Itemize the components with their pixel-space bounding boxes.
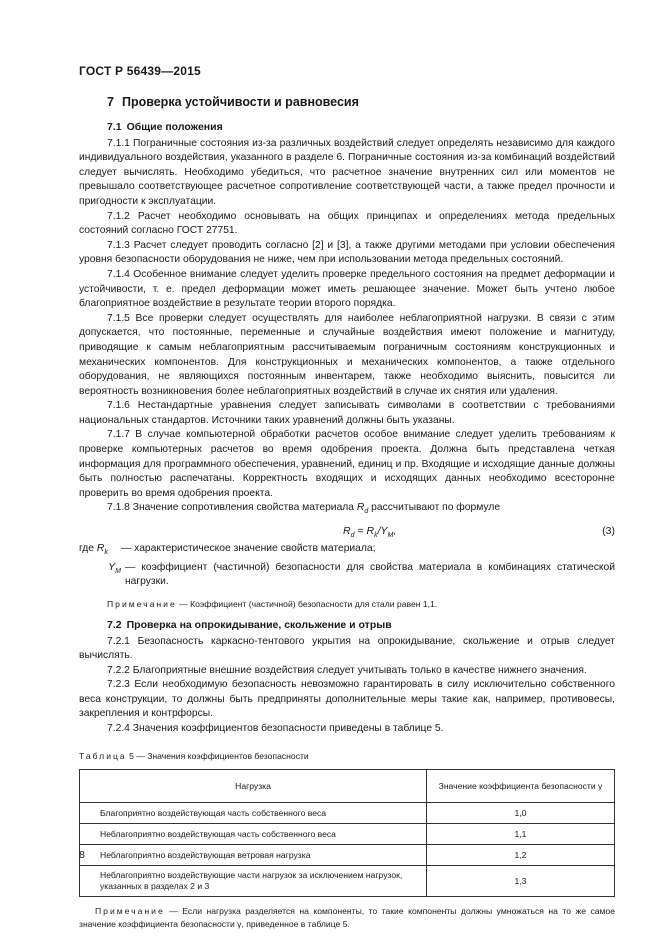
subsection-heading-7-2 xyxy=(107,618,615,633)
subsection-title: Проверка на опрокидывание, скольжение и отрыв xyxy=(126,618,392,631)
section-title: Проверка устойчивости и равновесия xyxy=(121,95,359,109)
where-label: где $R_k$ xyxy=(79,543,108,557)
subsection-number: 7.2 xyxy=(107,618,122,631)
cell-value: 1,2 xyxy=(427,845,615,866)
subsection-number: 7.1 xyxy=(107,121,122,133)
paragraph-7-1-7: 7.1.7 В случае компьютерной обработки расчетов особое внимание следует уделить требованиям к проверке компьютерных расчетов во время одобрения проекта. Должна быть представлена четкая информация для программного обеспечения, уравнений, единиц и пр. Входящие и исходящие данные должны быть полностью распечатаны. Корректность входящих и исходящих данных необходимо всесторонне проверить во время одобрения проекта. xyxy=(79,429,615,499)
cell-value: 1,1 xyxy=(427,824,615,845)
table-caption-text: 5 — Значения коэффициентов безопасности xyxy=(129,750,309,761)
header-load: Нагрузка xyxy=(80,770,427,803)
section-number: 7 xyxy=(107,95,114,109)
paragraph-7-1-8-tail: рассчитывают по формуле xyxy=(371,502,501,514)
table-note-text: — Если нагрузка разделяется на компоненты, то такие компоненты должны умножаться на то же самое значение коэффициента безопасности γ, приведенное в таблице 5. xyxy=(79,906,615,929)
where-symbol-ym: $Y_M$ xyxy=(108,561,121,575)
formula-number: (3) xyxy=(602,525,615,538)
formula-expression: $R_d = R_k/Y_M$, xyxy=(343,525,397,540)
subsection-heading-7-1 xyxy=(107,120,615,135)
note-text: — Коэффициент (частичной) безопасности для стали равен 1,1. xyxy=(179,598,438,609)
safety-factor-table xyxy=(79,769,615,897)
where-row-rk xyxy=(79,542,615,561)
where-rk-text: — характеристическое значение свойств материала; xyxy=(121,543,376,555)
symbol-rd: $R_d$ xyxy=(356,502,369,516)
page-content xyxy=(79,90,615,930)
note-steel xyxy=(107,598,615,610)
paragraph-7-1-6: 7.1.6 Нестандартные уравнения следует записывать символами в соответствии с требованиями национальных стандартов. Источники таких уравнений должны быть указаны. xyxy=(79,400,615,426)
paragraph-7-1-3: 7.1.3 Расчет следует проводить согласно [2] и [3], а также другими методами при условии обеспечения уровня безопасности оборудования не ниже, чем при использовании метода предельных состояний. xyxy=(79,239,615,266)
formula-3 xyxy=(79,522,615,542)
cell-load: Благоприятно воздействующая часть собственного веса xyxy=(80,803,427,824)
paragraph-7-1-8 xyxy=(79,501,615,520)
page-number: 8 xyxy=(79,849,85,861)
paragraph-7-2-2: 7.2.2 Благоприятные внешние воздействия следует учитывать только в качестве нижнего значения. xyxy=(107,664,587,676)
paragraph-7-2-4: 7.2.4 Значения коэффициентов безопасности приведены в таблице 5. xyxy=(107,723,444,735)
paragraph-7-1-8-text: 7.1.8 Значение сопротивления свойства материала xyxy=(107,502,355,514)
table-note-label: Примечание xyxy=(95,906,165,917)
paragraph-7-1-5: 7.1.5 Все проверки следует осуществлять для наиболее неблагоприятной нагрузки. В связи с этим допускается, что постоянные, переменные и случайные воздействия имеют положение и магнитуду, приводящие к самым неблагоприятным рассчитываемым пограничным состояниям конструкционных и механических компонентов. Для конструкционных и механических компонентов, а также отдельного оборудования, не являющихся постоянным инвентарем, также необходимо выяснить, повысится ли вероятность возникновения более неблагоприятных воздействий в случае их снятия или удаления. xyxy=(79,312,615,397)
table-row xyxy=(80,803,615,824)
section-heading xyxy=(107,94,615,110)
cell-load: Неблагоприятно воздействующая ветровая нагрузка xyxy=(80,845,427,866)
where-ym-text: — коэффициент (частичной) безопасности для свойства материала в комбинациях статической нагрузки. xyxy=(125,561,615,588)
table-header-row xyxy=(80,770,615,803)
paragraph-7-2-3: 7.2.3 Если необходимую безопасность невозможно гарантировать в силу исключительно собственного веса конструкции, то должны быть предприняты дополнительные меры такие как, например, противовесы, закрепления и контрфорсы. xyxy=(79,679,615,720)
standard-header: ГОСТ Р 56439—2015 xyxy=(79,64,201,78)
table-caption xyxy=(79,749,615,764)
cell-load: Неблагоприятно воздействующие части нагрузок за исключением нагрузок, указанных в разделах 2 и 3 xyxy=(80,866,427,897)
paragraph-7-2-1: 7.2.1 Безопасность каркасно-тентового укрытия на опрокидывание, скольжение и отрыв следует вычислять. xyxy=(79,635,615,662)
table-row xyxy=(80,866,615,897)
table-row xyxy=(80,824,615,845)
table-row xyxy=(80,845,615,866)
paragraph-7-1-1: 7.1.1 Пограничные состояния из-за различных воздействий следует определять независимо для каждого индивидуального воздействия, указанного в разделе 6. Пограничные состояния из-за комбинаций воздействий следует вычислять. Необходимо убедиться, что расчетное значение внутренних сил или моментов не превышало соответствующее расчетное сопротивление соответствующей части, а также предел прочности и пригодности к эксплуатации. xyxy=(79,137,615,207)
cell-load: Неблагоприятно воздействующая часть собственного веса xyxy=(80,824,427,845)
note-label: Примечание xyxy=(107,598,177,609)
where-row-ym xyxy=(79,561,615,590)
paragraph-7-1-4: 7.1.4 Особенное внимание следует уделить проверке предельного состояния на предмет деформации и устойчивости, т. е. предел деформации может иметь решающее значение. Может быть учтено любое благоприятное воздействие в результате теории второго порядка. xyxy=(79,268,615,310)
table-note xyxy=(79,905,615,930)
where-block xyxy=(79,542,615,590)
cell-value: 1,0 xyxy=(427,803,615,824)
header-value: Значение коэффициента безопасности γ xyxy=(427,770,615,803)
paragraph-7-1-2: 7.1.2 Расчет необходимо основывать на общих принципах и определениях метода предельных состояний согласно ГОСТ 27751. xyxy=(79,210,615,237)
table-caption-label: Таблица xyxy=(79,750,127,761)
subsection-title: Общие положения xyxy=(126,121,223,133)
cell-value: 1,3 xyxy=(427,866,615,897)
